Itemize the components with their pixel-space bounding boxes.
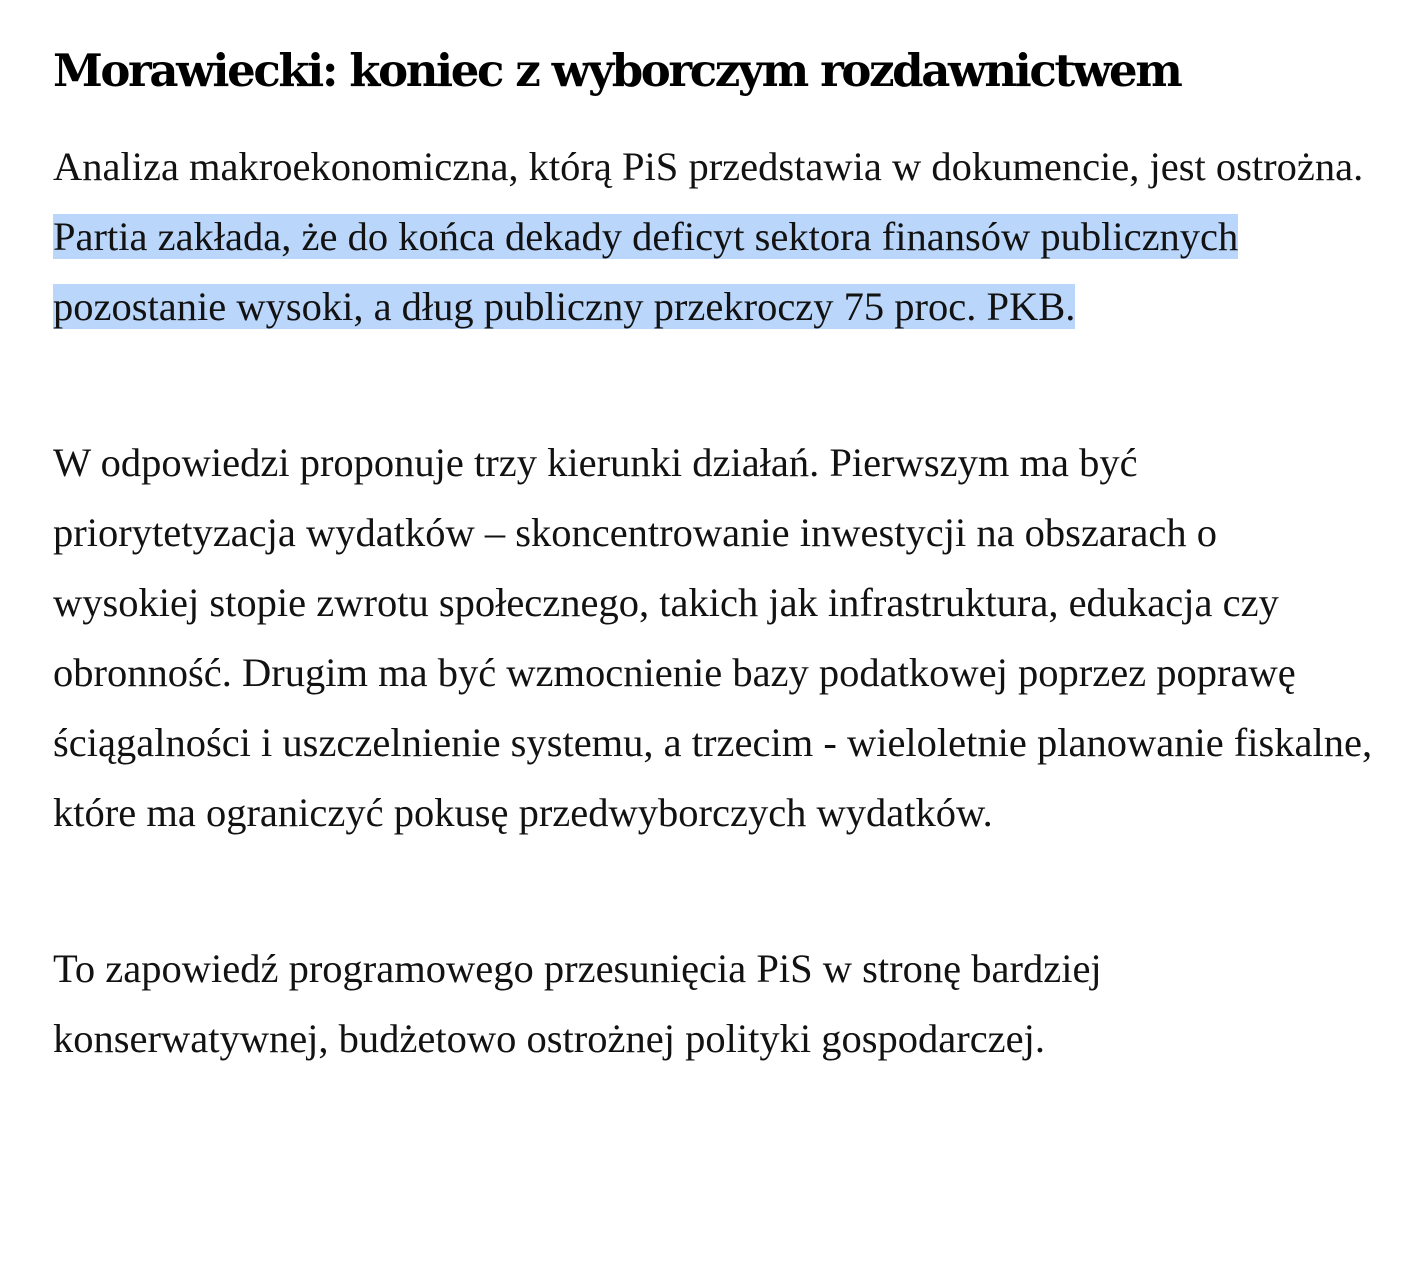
article-headline: Morawiecki: koniec z wyborczym rozdawnictwem	[53, 44, 1181, 97]
paragraph-1-text: Analiza makroekonomiczna, którą PiS przedstawia w dokumencie, jest ostrożna.	[53, 144, 1364, 189]
paragraph-1	[53, 132, 1373, 342]
article	[53, 0, 1373, 1074]
paragraph-2: W odpowiedzi proponuje trzy kierunki działań. Pierwszym ma być priorytetyzacja wydatków – skoncentrowanie inwestycji na obszarach o wysokiej stopie zwrotu społecznego, takich jak infrastruktura, edukacja czy obronność. Drugim ma być wzmocnienie bazy podatkowej poprzez poprawę ściągalności i uszczelnienie systemu, a trzecim - wieloletnie planowanie fiskalne, które ma ograniczyć pokusę przedwyborczych wydatków.	[53, 440, 1373, 835]
paragraph-3: To zapowiedź programowego przesunięcia PiS w stronę bardziej konserwatywnej, budżetowo ostrożnej polityki gospodarczej.	[53, 946, 1102, 1061]
selected-text[interactable]: Partia zakłada, że do końca dekady deficyt sektora finansów publicznych pozostanie wysoki, a dług publiczny przekroczy 75 proc. PKB.	[53, 214, 1239, 329]
